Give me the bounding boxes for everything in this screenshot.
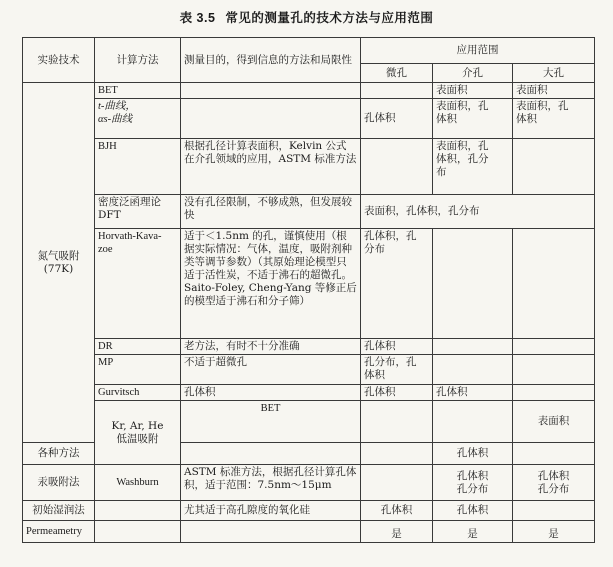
table-title: 常见的测量孔的技术方法与应用范围 — [225, 10, 434, 25]
header-macro: 大孔 — [513, 64, 595, 83]
micro-perm: 是 — [361, 521, 433, 543]
purpose-perm — [181, 521, 361, 543]
macro-hk — [513, 229, 595, 339]
purpose-mp: 不适于超微孔 — [181, 355, 361, 385]
meso-kr-bet: 表面积 — [513, 401, 595, 443]
meso-wetting: 孔体积 — [433, 501, 513, 521]
method-gurvitsch: Gurvitsch — [95, 385, 181, 401]
macro-kr-various — [513, 443, 595, 465]
meso-mp — [433, 355, 513, 385]
micro-bet — [361, 83, 433, 99]
macro-gurvitsch — [513, 385, 595, 401]
method-washburn: Washburn — [95, 465, 181, 501]
method-hk: Horvath-Kava- zoe — [95, 229, 181, 339]
purpose-bet — [181, 83, 361, 99]
method-kr-various: 各种方法 — [23, 443, 95, 465]
purpose-wetting: 尤其适于高孔隙度的氧化硅 — [181, 501, 361, 521]
header-purpose: 测量目的，得到信息的方法和局限性 — [181, 38, 361, 83]
table-row — [23, 385, 595, 401]
method-mp: MP — [95, 355, 181, 385]
macro-perm: 是 — [513, 521, 595, 543]
meso-washburn: 孔体积 孔分布 — [433, 465, 513, 501]
macro-mp — [513, 355, 595, 385]
purpose-kr-various — [181, 443, 361, 465]
meso-bet: 表面积 — [433, 83, 513, 99]
purpose-washburn: ASTM 标准方法，根据孔径计算孔体积，适于范围：7.5nm～15μm — [181, 465, 361, 501]
purpose-dr: 老方法，有时不十分准确 — [181, 339, 361, 355]
macro-tcurve: 表面积，孔 体积 — [513, 99, 595, 139]
method-bet: BET — [95, 83, 181, 99]
method-kr-bet: BET — [181, 401, 361, 443]
purpose-dft: 没有孔径限制，不够成熟，但发展较快 — [181, 195, 361, 229]
table-row — [23, 339, 595, 355]
macro-wetting — [513, 501, 595, 521]
group-krypton: Kr, Ar, He 低温吸附 — [95, 401, 181, 465]
table-row — [23, 83, 595, 99]
micro-wetting: 孔体积 — [361, 501, 433, 521]
micro-kr-various — [361, 443, 433, 465]
table-caption — [0, 8, 613, 26]
group-nitrogen: 氮气吸附 (77K) — [23, 83, 95, 443]
table-row — [23, 501, 595, 521]
group-mercury: 汞吸附法 — [23, 465, 95, 501]
table-row — [23, 139, 595, 195]
meso-tcurve: 表面积，孔 体积 — [433, 99, 513, 139]
table-row — [23, 99, 595, 139]
purpose-kr-bet — [361, 401, 433, 443]
micro-washburn — [361, 465, 433, 501]
table-row — [23, 521, 595, 543]
meso-dr — [433, 339, 513, 355]
table-number: 表 3.5 — [179, 11, 216, 25]
header-method: 计算方法 — [95, 38, 181, 83]
meso-kr-various: 孔体积 — [433, 443, 513, 465]
macro-bjh — [513, 139, 595, 195]
micro-hk: 孔体积，孔 分布 — [361, 229, 433, 339]
purpose-gurvitsch: 孔体积 — [181, 385, 361, 401]
table-row — [23, 229, 595, 339]
purpose-tcurve — [181, 99, 361, 139]
group-wetting: 初始湿润法 — [23, 501, 95, 521]
group-permeametry: Permeametry — [23, 521, 95, 543]
macro-washburn: 孔体积 孔分布 — [513, 465, 595, 501]
macro-dr — [513, 339, 595, 355]
header-technique: 实验技术 — [23, 38, 95, 83]
purpose-hk: 适于＜1.5nm 的孔，谨慎使用（根据实际情况：气体，温度，吸附剂种类等调节参数）（其原始理论模型只适于活性炭，不适于沸石的超微孔。Saito-Foley, Cheng-Yang 等修正后的模型适于沸石和分子筛） — [181, 229, 361, 339]
meso-bjh: 表面积，孔 体积，孔分 布 — [433, 139, 513, 195]
micro-bjh — [361, 139, 433, 195]
meso-perm: 是 — [433, 521, 513, 543]
table-row — [23, 465, 595, 501]
micro-mp: 孔分布，孔 体积 — [361, 355, 433, 385]
method-dft: 密度泛函理论 DFT — [95, 195, 181, 229]
table-row — [23, 195, 595, 229]
method-perm — [95, 521, 181, 543]
method-dr: DR — [95, 339, 181, 355]
meso-hk — [433, 229, 513, 339]
table-row — [23, 355, 595, 385]
method-bjh: BJH — [95, 139, 181, 195]
header-meso: 介孔 — [433, 64, 513, 83]
table-row — [23, 401, 595, 443]
header-scope: 应用范围 — [361, 38, 595, 64]
micro-dr: 孔体积 — [361, 339, 433, 355]
pore-methods-table — [22, 37, 595, 543]
purpose-bjh: 根据孔径计算表面积，Kelvin 公式在介孔领域的应用，ASTM 标准方法 — [181, 139, 361, 195]
method-wetting — [95, 501, 181, 521]
header-micro: 微孔 — [361, 64, 433, 83]
meso-gurvitsch: 孔体积 — [433, 385, 513, 401]
macro-bet: 表面积 — [513, 83, 595, 99]
micro-tcurve: 孔体积 — [361, 99, 433, 139]
micro-kr-bet — [433, 401, 513, 443]
scope-dft: 表面积，孔体积，孔分布 — [361, 195, 595, 229]
method-tcurve: t-曲线， αs-曲线 — [95, 99, 181, 139]
micro-gurvitsch: 孔体积 — [361, 385, 433, 401]
